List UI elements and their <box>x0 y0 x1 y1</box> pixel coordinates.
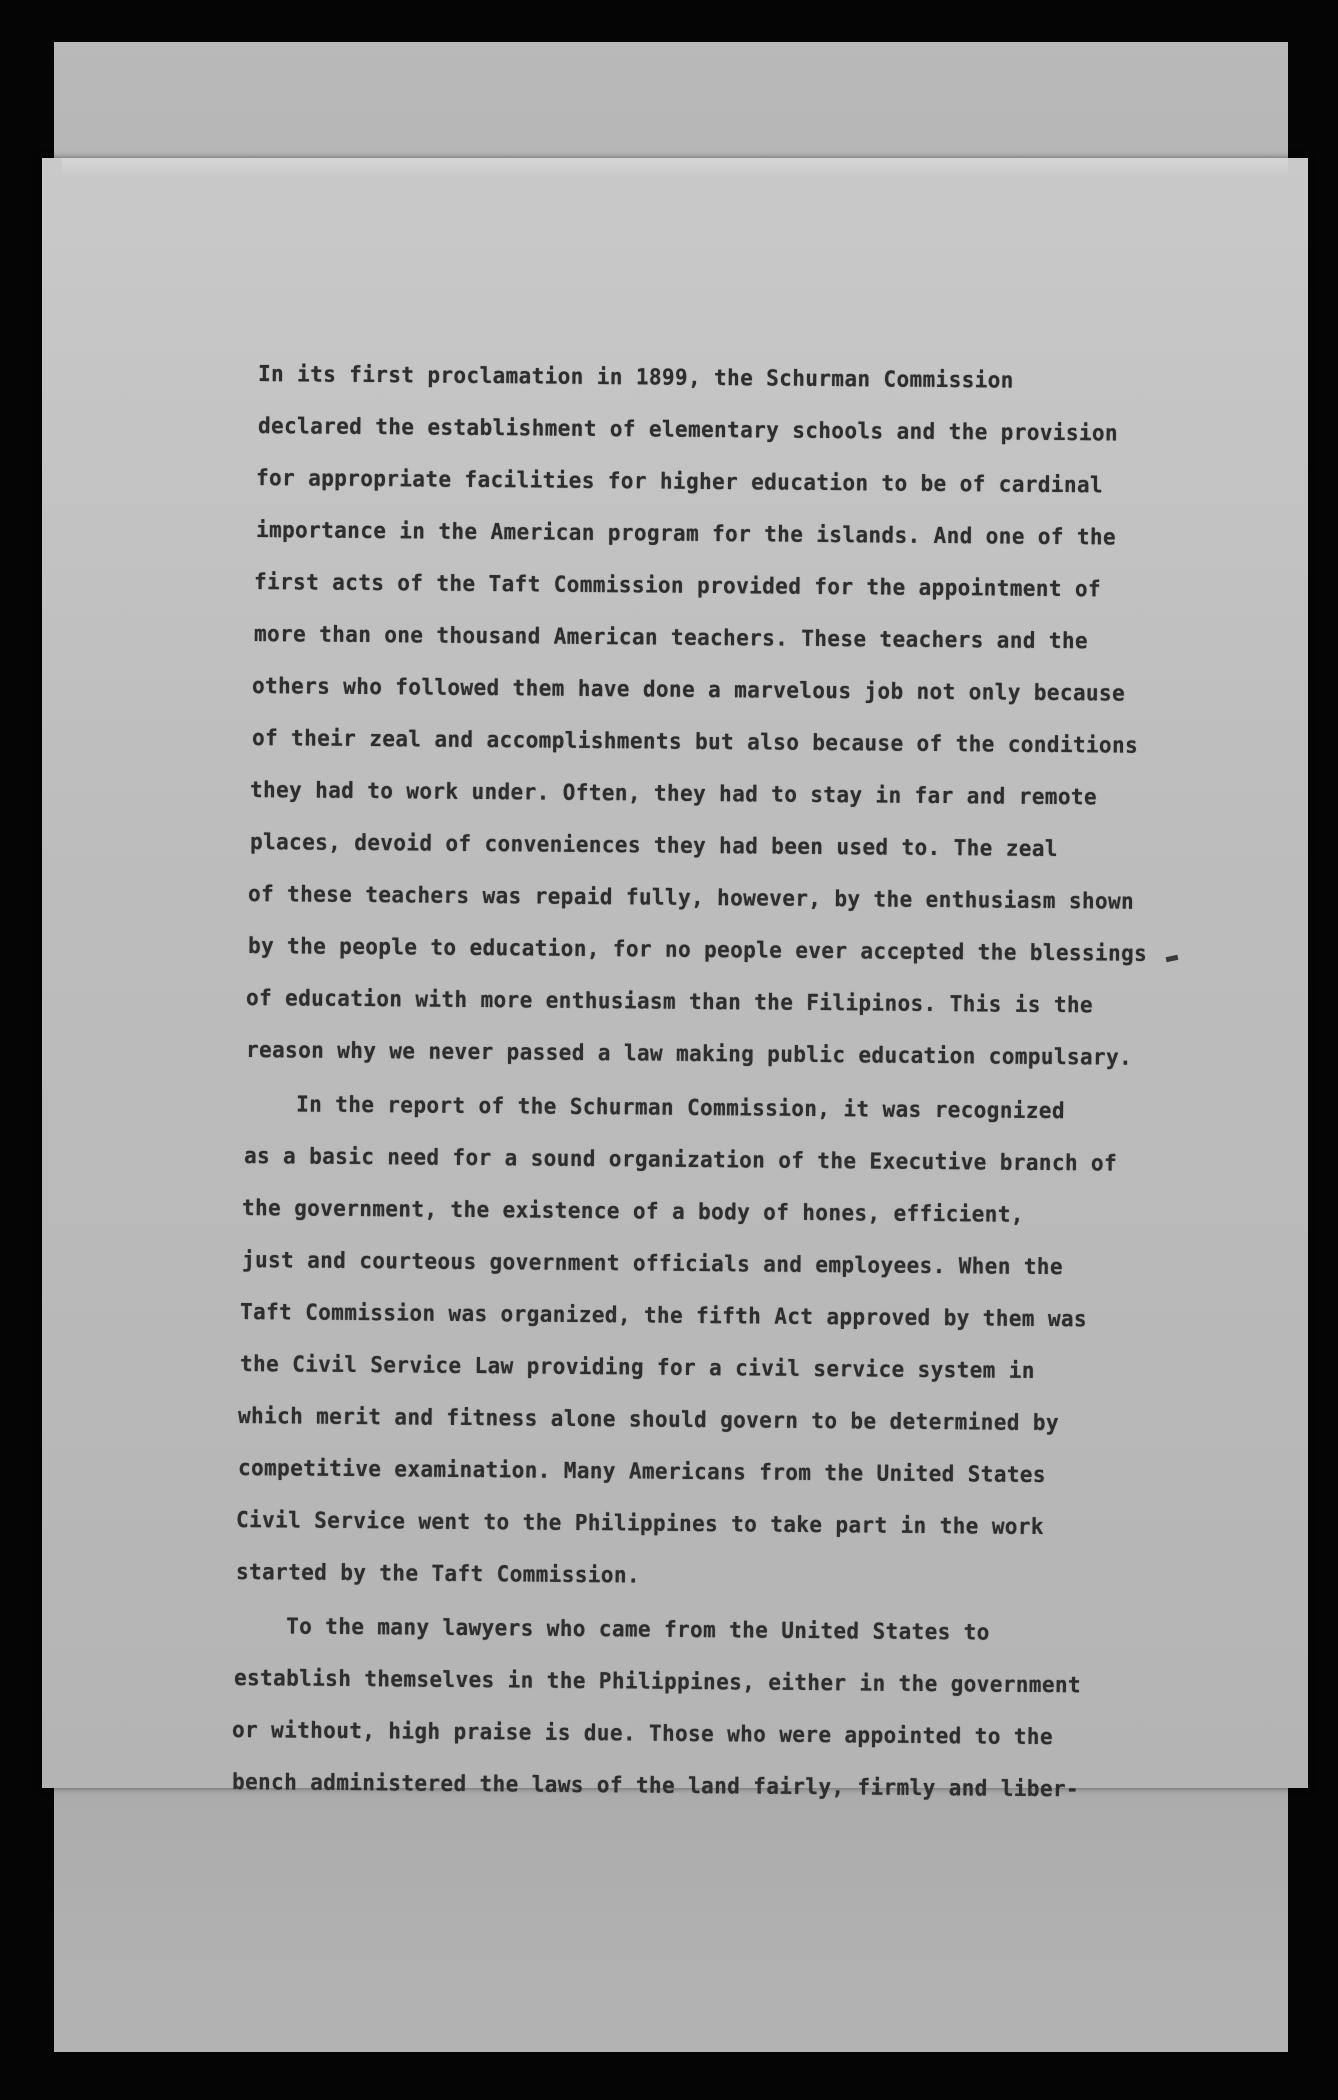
text-line: of these teachers was repaid fully, however, by the enthusiasm shown <box>247 882 1135 915</box>
text-line: as a basic need for a sound organization of the Executive branch of <box>243 1144 1118 1177</box>
text-line: To the many lawyers who came from the United States to <box>233 1614 990 1646</box>
text-line: of their zeal and accomplishments but also because of the conditions <box>251 726 1139 759</box>
text-line: Taft Commission was organized, the fifth Act approved by them was <box>239 1300 1088 1333</box>
text-line: they had to work under. Often, they had to stay in far and remote <box>249 778 1098 811</box>
text-line: which merit and fitness alone should govern to be determined by <box>237 1404 1060 1437</box>
text-line: competitive examination. Many Americans from the United States <box>237 1456 1047 1489</box>
text-line: declared the establishment of elementary schools and the provision <box>257 414 1119 447</box>
text-line: others who followed them have done a marvelous job not only because <box>251 674 1126 707</box>
text-line: places, devoid of conveniences they had been used to. The zeal <box>249 830 1059 863</box>
text-line: by the people to education, for no people ever accepted the blessings <box>247 934 1148 967</box>
text-line: started by the Taft Commission. <box>235 1560 641 1589</box>
text-line: reason why we never passed a law making public education compulsary. <box>245 1038 1133 1071</box>
text-line: of education with more enthusiasm than the Filipinos. This is the <box>245 986 1094 1019</box>
text-line: or without, high praise is due. Those who were appointed to the <box>231 1718 1054 1751</box>
text-line: the Civil Service Law providing for a civil service system in <box>239 1352 1035 1384</box>
text-line: In its first proclamation in 1899, the Schurman Commission <box>257 362 1014 394</box>
text-line: just and courteous government officials and employees. When the <box>241 1248 1064 1281</box>
text-line: first acts of the Taft Commission provided for the appointment of <box>253 570 1102 603</box>
text-line: the government, the existence of a body of hones, efficient, <box>241 1196 1024 1228</box>
text-line: establish themselves in the Philippines, either in the government <box>233 1666 1082 1699</box>
text-line: for appropriate facilities for higher education to be of cardinal <box>255 466 1104 499</box>
text-line: bench administered the laws of the land fairly, firmly and liber- <box>231 1770 1080 1803</box>
text-line: more than one thousand American teachers. These teachers and the <box>253 622 1089 655</box>
text-line: In the report of the Schurman Commission, it was recognized <box>243 1092 1066 1125</box>
text-line: Civil Service went to the Philippines to take part in the work <box>235 1508 1045 1541</box>
text-line: importance in the American program for the islands. And one of the <box>255 518 1117 551</box>
